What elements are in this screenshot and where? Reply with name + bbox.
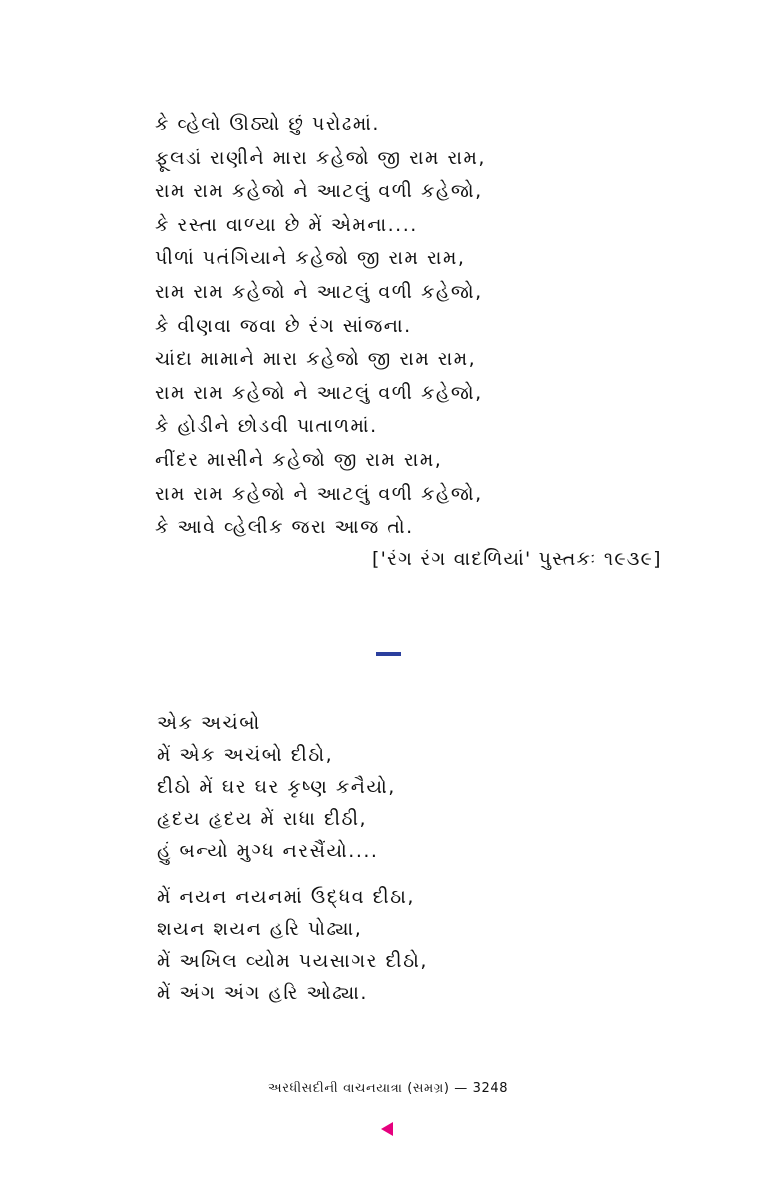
poem-line: કે રસ્તા વાળ્યા છે મેં એમના.... [155, 213, 418, 236]
poem-line: કે આવે વ્હેલીક જરા આજ તો. [155, 516, 414, 539]
source-citation: ['રંગ રંગ વાદળિયાં' પુસ્તકઃ ૧૯૩૯] [372, 548, 662, 570]
left-arrow-icon[interactable] [381, 1122, 393, 1136]
poem-line: હૃદય હૃદય મેં રાધા દીઠી, [157, 808, 368, 830]
poem-line: પીળાં પતંગિયાને કહેજો જી રામ રામ, [155, 247, 466, 270]
poem-line: રામ રામ કહેજો ને આટલું વળી કહેજો, [155, 482, 483, 505]
poem-line: કે હોડીને છોડવી પાતાળમાં. [155, 415, 378, 438]
poem-line: રામ રામ કહેજો ને આટલું વળી કહેજો, [155, 280, 483, 303]
poem-second [157, 707, 717, 1009]
poem-line: શયન શયન હરિ પોઢ્યા, [157, 918, 363, 940]
poem-first [155, 108, 715, 545]
poem-line: ફૂલડાં રાણીને મારા કહેજો જી રામ રામ, [155, 146, 486, 169]
poem-line: રામ રામ કહેજો ને આટલું વળી કહેજો, [155, 180, 483, 203]
poem-line: મેં એક અચંબો દીઠો, [157, 744, 334, 766]
poem-line: ચાંદા મામાને મારા કહેજો જી રામ રામ, [155, 348, 477, 371]
poem-line: કે વીણવા જવા છે રંગ સાંજના. [155, 314, 412, 337]
poem-line: કે વ્હેલો ઊઠ્યો છું પરોઢમાં. [155, 113, 380, 135]
poem-line: દીઠો મેં ઘર ઘર કૃષ્ણ કનૈયો, [157, 776, 396, 798]
poem-line: મેં અંગ અંગ હરિ ઓઢ્યા. [157, 982, 368, 1004]
section-divider [376, 652, 401, 656]
poem-title: એક અચંબો [157, 712, 261, 734]
page-footer: અરધીસદીની વાચનયાત્રા (સમગ્ર) — 3248 [267, 1081, 509, 1096]
poem-line: મેં નયન નયનમાં ઉદ્ધવ દીઠા, [157, 886, 415, 908]
poem-line: હું બન્યો મુગ્ધ નરસૈંયો.... [157, 840, 379, 862]
poem-line: રામ રામ કહેજો ને આટલું વળી કહેજો, [155, 381, 483, 404]
poem-line: નીંદર માસીને કહેજો જી રામ રામ, [155, 448, 443, 471]
poem-line: મેં અખિલ વ્યોમ પયસાગર દીઠો, [157, 950, 428, 972]
stanza-gap [157, 867, 717, 881]
